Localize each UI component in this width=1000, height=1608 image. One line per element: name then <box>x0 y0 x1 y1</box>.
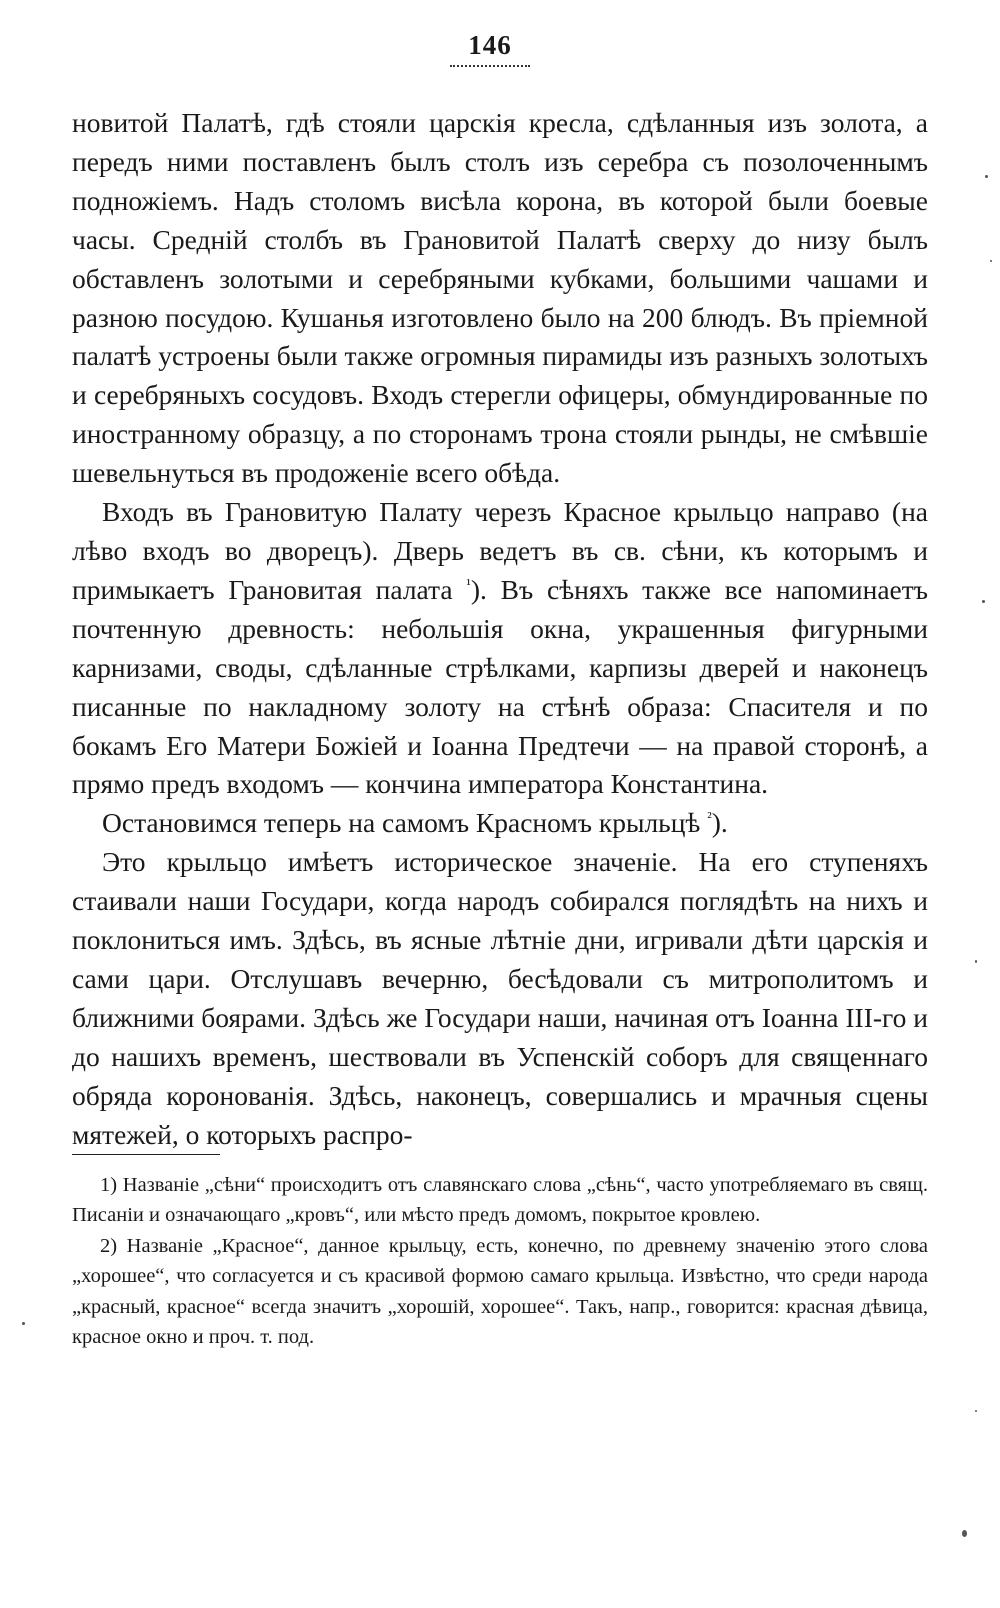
paragraph-4-text: Это крыльцо имѣетъ историческое значеніе. На его ступеняхъ стаивали наши Государи, когда народъ собирался поглядѣть на нихъ и поклониться имъ. Здѣсь, въ ясные лѣтніе дни, игривали дѣти царскія и сами цари. Отслушавъ вечерню, бесѣдовали съ митрополитомъ и ближними боярами. Здѣсь же Государи наши, начиная отъ Іоанна III-го и до нашихъ временъ, шествовали въ Успенскій соборъ для священнаго обряда коронованія. Здѣсь, наконецъ, совершались и мрачныя сцены мятежей, о которыхъ распро- <box>72 846 928 1150</box>
footnote-ref-1: ¹ <box>466 576 471 593</box>
footnote-ref-2: ² <box>707 810 712 827</box>
paragraph-2-text-b: ). Въ сѣняхъ также все напоминаетъ почтенную древность: небольшія окна, украшенныя фигурными карнизами, своды, сдѣланные стрѣлками, карпизы дверей и наконецъ писанные по накладному золоту на стѣнѣ образа: Спасителя и по бокамъ Его Матери Божіей и Іоанна Предтечи — на правой сторонѣ, а прямо предъ входомъ — кончина императора Константина. <box>72 573 928 800</box>
paragraph-3 <box>72 804 928 843</box>
scan-speck <box>22 1322 25 1325</box>
footnote-1: 1) Названіе „сѣни“ происходитъ отъ славянскаго слова „сѣнь“, часто употребляемаго въ свящ. Писаніи и означающаго „кровъ“, или мѣсто предъ домомъ, покрытое кровлею. <box>72 1174 928 1227</box>
paragraph-4 <box>72 843 928 1154</box>
main-text <box>72 104 928 1154</box>
scan-speck <box>982 600 985 603</box>
footnotes <box>72 1170 928 1352</box>
footnote-2: 2) Названіе „Красное“, данное крыльцу, есть, конечно, по древнему значенію этого слова „хорошее“, что согласуется и съ красивой формою самаго крыльца. Извѣстно, что среди народа „красный, красное“ всегда значитъ „хорошій, хорошее“. Такъ, напр., говорится: красная дѣвица, красное окно и проч. т. под. <box>72 1234 928 1349</box>
footnote-separator <box>72 1154 220 1155</box>
page-number: 146 <box>450 30 530 67</box>
scan-speck <box>975 1410 977 1412</box>
scan-speck <box>990 260 992 262</box>
scan-speck <box>985 175 988 178</box>
paragraph-2 <box>72 493 928 804</box>
scan-speck <box>975 960 977 963</box>
paragraph-3-text-a: Остановимся теперь на самомъ Красномъ крыльцѣ <box>102 807 708 839</box>
paragraph-1-text: новитой Палатѣ, гдѣ стояли царскія кресла, сдѣланныя изъ золота, а передъ ними поставленъ былъ столъ изъ серебра съ позолоченнымъ подножіемъ. Надъ столомъ висѣла корона, въ которой были боевые часы. Средній столбъ въ Грановитой Палатѣ сверху до низу былъ обставленъ золотыми и серебряными кубками, большими чашами и разною посудою. Кушанья изготовлено было на 200 блюдъ. Въ пріемной палатѣ устроены были также огромныя пирамиды изъ разныхъ золотыхъ и серебряныхъ сосудовъ. Входъ стерегли офицеры, обмундированные по иностранному образцу, а по сторонамъ трона стояли рынды, не смѣвшіе шевельнуться въ продоженіе всего обѣда. <box>72 107 928 489</box>
paragraph-2-text-a: Входъ въ Грановитую Палату черезъ Красное крыльцо направо (на лѣво входъ во дворецъ). Дверь ведетъ въ св. сѣни, къ которымъ и примыкаетъ Грановитая палата <box>72 496 928 605</box>
paragraph-1 <box>72 104 928 493</box>
paragraph-3-text-b: ). <box>711 807 728 839</box>
scan-speck <box>962 1530 967 1537</box>
